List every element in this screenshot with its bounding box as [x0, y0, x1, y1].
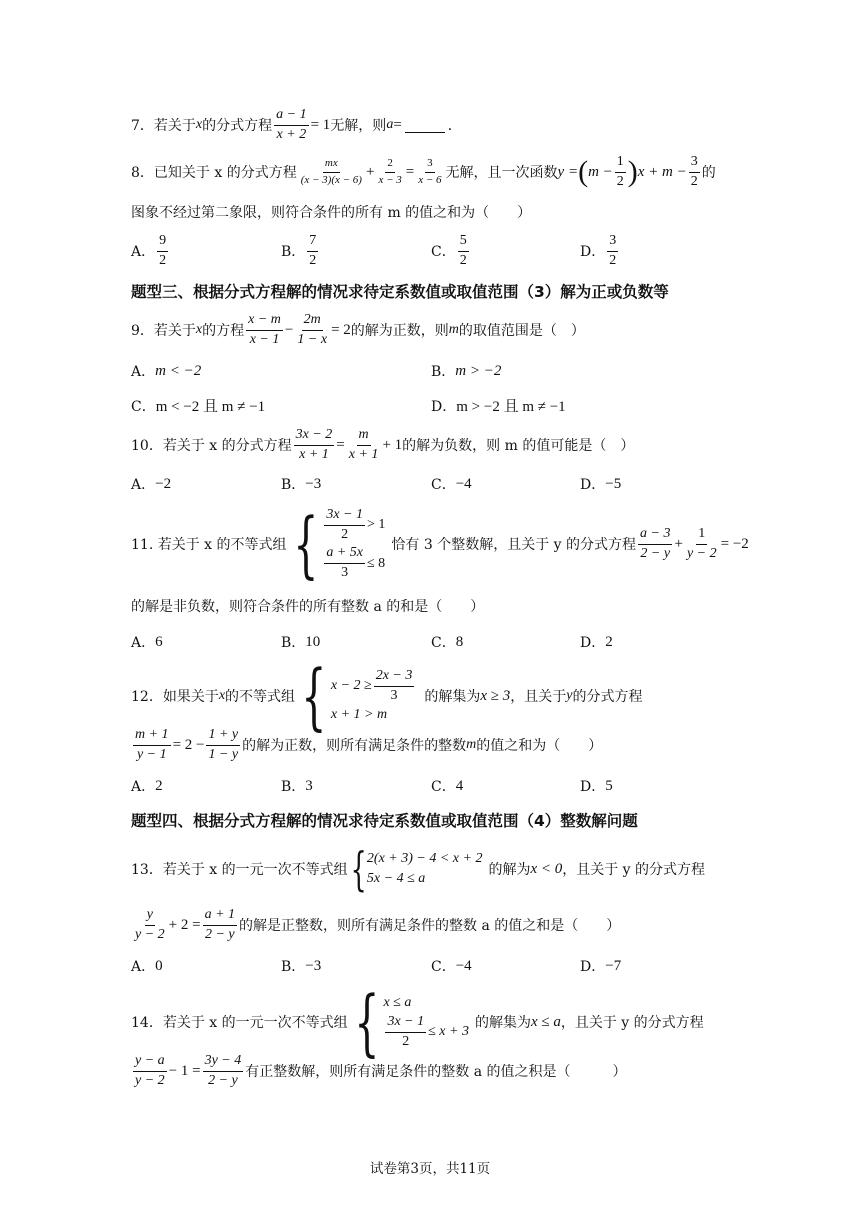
q9-option-a-text: m < −2	[155, 362, 202, 379]
q12-option-a-label: A．	[131, 779, 156, 795]
q9-frac2	[295, 313, 329, 347]
q8-f1-den: (x − 3)(x − 6)	[300, 173, 362, 186]
q8-frac1	[299, 158, 364, 186]
q11-r1-den: 2	[341, 526, 349, 542]
q9-option-d[interactable]	[431, 395, 566, 416]
q10-frac1	[294, 428, 335, 462]
q10-plus1: + 1	[382, 436, 403, 453]
q14-frac1	[133, 1054, 167, 1088]
q9-option-b-label: B．	[431, 364, 456, 380]
q12-var-m: m	[466, 737, 477, 753]
q14-row1: x ≤ a	[383, 994, 412, 1010]
q8-f5-den: 2	[690, 173, 698, 189]
q14-r2-frac	[385, 1015, 426, 1049]
q13-text4: 的解是正整数，则所有满足条件的整数 a 的值之和是（ ）	[239, 918, 621, 935]
q8-paren-m: m −	[588, 163, 613, 180]
q9-option-b-text: m > −2	[455, 362, 502, 379]
q12-r1-den: 3	[390, 687, 398, 703]
q13-option-b[interactable]	[281, 956, 321, 976]
q11-r2-frac	[324, 546, 365, 580]
q9-text2: 的方程	[202, 323, 245, 340]
q8-frac3	[416, 158, 443, 186]
q9-option-c-label: C．	[131, 398, 156, 415]
q13-row2: 5x − 4 ≤ a	[366, 871, 426, 886]
q9-minus: −	[284, 321, 294, 338]
q8-option-b-frac	[307, 234, 318, 268]
q8-frac5	[689, 155, 700, 189]
q11-option-c-label: C．	[431, 635, 456, 651]
q8-option-b-den: 2	[309, 252, 317, 268]
q13-sol: x < 0	[530, 860, 563, 877]
q8-f2-den: x − 3	[378, 173, 402, 186]
q12-frac1	[133, 728, 171, 762]
q10-option-d-label: D．	[580, 477, 606, 493]
q11-option-d-label: D．	[580, 635, 606, 651]
q12-f1-den: y − 1	[136, 746, 167, 762]
question-7	[131, 108, 462, 142]
q12-option-b-text: 3	[305, 777, 313, 794]
q8-option-c-den: 2	[459, 252, 467, 268]
q10-f1-num: 3x − 2	[294, 428, 335, 446]
q11-r2-num: a + 5x	[324, 546, 365, 564]
q9-option-c[interactable]	[131, 395, 265, 416]
q10-option-b-label: B．	[281, 477, 306, 493]
q12-option-d-label: D．	[580, 779, 606, 795]
q11-row1	[322, 508, 385, 542]
q11-f2-den: y − 2	[686, 545, 717, 561]
q12-option-c[interactable]	[431, 776, 463, 796]
q13-option-c-text: −4	[455, 957, 472, 974]
question-11	[131, 502, 749, 587]
section-4-heading: 题型四、根据分式方程解的情况求待定系数值或取值范围（4）整数解问题	[131, 812, 638, 830]
q7-frac-den: x + 2	[276, 126, 307, 142]
q8-option-c-frac	[458, 234, 469, 268]
q8-option-b-num: 7	[307, 234, 318, 252]
q8-option-d[interactable]	[580, 234, 620, 268]
q12-option-b[interactable]	[281, 776, 313, 796]
q14-text2: 的解集为	[474, 1015, 531, 1031]
q13-f1-den: y − 2	[135, 926, 165, 942]
q8-f1-num: mx	[323, 158, 340, 173]
q12-option-d-text: 5	[605, 777, 613, 794]
q14-f1-num: y − a	[133, 1054, 167, 1072]
q11-option-c-text: 8	[455, 633, 464, 650]
q13-f2-den: 2 − y	[204, 926, 235, 942]
q12-frac2	[206, 728, 240, 762]
q12-r1-frac	[374, 669, 415, 703]
q14-brace: {	[353, 980, 380, 1064]
q13-option-c[interactable]	[431, 956, 472, 976]
q12-r1-left: x − 2 ≥	[330, 678, 372, 693]
q11-option-b[interactable]	[281, 632, 320, 652]
q11-f2-num: 1	[696, 527, 707, 545]
q13-option-d-text: −7	[605, 957, 622, 974]
q13-option-b-text: −3	[305, 957, 322, 974]
q12-option-d[interactable]	[580, 776, 613, 796]
section-3-heading: 题型三、根据分式方程解的情况求待定系数值或取值范围（3）解为正或负数等	[131, 283, 669, 301]
q7-eq2: =	[393, 116, 402, 133]
q9-frac1	[246, 313, 283, 347]
q12-text3: 的解集为	[424, 689, 481, 705]
q9-option-b[interactable]	[431, 361, 501, 381]
q14-system	[383, 995, 469, 1049]
q12-line2	[131, 728, 602, 762]
q9-option-d-text: m > −2 且 m ≠ −1	[456, 399, 566, 415]
q8-option-c-num: 5	[458, 234, 469, 252]
q12-option-a[interactable]	[131, 776, 163, 796]
question-9	[131, 313, 585, 347]
q13-option-d[interactable]	[580, 956, 621, 976]
q12-row2: x + 1 > m	[330, 707, 388, 723]
q7-text1: 的分式方程	[202, 118, 273, 135]
q10-option-c[interactable]	[431, 474, 472, 494]
q11-option-a-label: A．	[131, 635, 156, 651]
q12-option-c-label: C．	[431, 779, 456, 795]
q7-answer-blank[interactable]	[405, 118, 445, 133]
q8-option-d-label: D．	[580, 244, 606, 261]
q11-option-a[interactable]	[131, 632, 163, 652]
q8-option-a[interactable]	[131, 234, 170, 268]
q8-text1: 8．已知关于 x 的分式方程	[131, 165, 297, 182]
q12-text6: 的解为正数，则所有满足条件的整数	[242, 738, 467, 755]
q12-text4: ，且关于	[510, 689, 567, 705]
q8-frac2	[376, 158, 403, 186]
q11-frac2	[685, 527, 719, 561]
q11-eq: = −2	[720, 535, 749, 552]
q8-open-paren: (	[578, 155, 589, 189]
q10-text2: 的解为负数，则 m 的值可能是（ ）	[402, 438, 635, 455]
q11-r1-frac	[324, 508, 365, 542]
q8-option-a-num: 9	[157, 234, 168, 252]
q9-text4: 的取值范围是（ ）	[458, 323, 585, 340]
q11-option-a-text: 6	[155, 633, 163, 650]
q7-var-a: a	[386, 117, 394, 133]
q9-var-m: m	[448, 322, 459, 338]
q12-r1-num: 2x − 3	[374, 669, 415, 687]
q11-brace: {	[292, 502, 319, 587]
q11-frac1	[638, 527, 672, 561]
q9-option-d-label: D．	[431, 398, 457, 415]
q11-option-d-text: 2	[605, 633, 613, 650]
q8-f3-num: 3	[425, 158, 435, 173]
q8-option-a-den: 2	[159, 252, 167, 268]
question-13	[131, 842, 706, 896]
q13-frac1	[133, 908, 167, 942]
q14-text1: 14．若关于 x 的一元一次不等式组	[131, 1015, 348, 1031]
q8-option-d-num: 3	[607, 234, 618, 252]
q8-f4-den: 2	[616, 173, 624, 189]
q10-option-b[interactable]	[281, 474, 321, 494]
q12-var-y: y	[566, 688, 573, 703]
q8-option-c-label: C．	[431, 244, 456, 261]
q9-option-a[interactable]	[131, 361, 201, 381]
q9-f1-den: x − 1	[249, 331, 280, 347]
q13-text3: ，且关于 y 的分式方程	[562, 862, 706, 878]
q14-text3: ，且关于 y 的分式方程	[560, 1015, 704, 1031]
q8-option-b[interactable]	[281, 234, 320, 268]
q8-f5-num: 3	[689, 155, 700, 173]
page-footer: 试卷第3页，共11页	[369, 1161, 491, 1177]
q8-line2-text: 图象不经过第二象限，则符合条件的所有 m 的值之和为（ ）	[131, 205, 532, 221]
q9-text1: 9．若关于	[131, 323, 196, 340]
q10-f2-den: x + 1	[348, 446, 379, 462]
q13-option-c-label: C．	[431, 959, 456, 975]
q10-f1-den: x + 1	[299, 446, 329, 462]
q8-line2	[131, 202, 531, 222]
q13-option-b-label: B．	[281, 959, 306, 975]
q9-f1-num: x − m	[246, 313, 283, 331]
q14-line2	[131, 1054, 627, 1088]
q11-r2-rel: ≤ 8	[367, 555, 386, 571]
q10-f2-num: m	[357, 428, 371, 446]
q12-brace: {	[301, 654, 327, 738]
q12-option-a-text: 2	[155, 777, 163, 794]
q10-option-a[interactable]	[131, 474, 171, 494]
q10-option-a-label: A．	[131, 477, 156, 493]
q7-fraction	[274, 108, 308, 142]
q10-option-a-text: −2	[155, 475, 172, 492]
q8-option-a-label: A．	[131, 244, 156, 261]
q11-r2-den: 3	[341, 565, 349, 581]
q11-text1: 11. 若关于 x 的不等式组	[131, 537, 287, 554]
q10-option-b-text: −3	[305, 475, 322, 492]
q13-row1: 2(x + 3) − 4 < x + 2	[366, 851, 483, 866]
q11-system	[322, 508, 385, 581]
q12-option-c-text: 4	[455, 777, 464, 794]
q9-var-x: x	[195, 322, 203, 338]
q8-frac4	[615, 155, 626, 189]
q12-eq: = 2 −	[172, 736, 205, 753]
q13-frac2	[203, 908, 237, 942]
q8-text3: 的	[701, 165, 716, 182]
q14-text4: 有正整数解，则所有满足条件的整数 a 的值之积是（ ）	[245, 1064, 627, 1081]
q11-line2	[131, 596, 484, 616]
q10-option-d[interactable]	[580, 474, 621, 494]
q8-plus: +	[365, 163, 375, 180]
q7-end: ．	[447, 118, 462, 135]
q9-eq: = 2	[331, 321, 351, 338]
q12-sol: x ≥ 3	[480, 687, 511, 704]
q11-option-c[interactable]	[431, 632, 463, 652]
q10-option-c-label: C．	[431, 477, 456, 493]
q8-option-a-frac	[157, 234, 168, 268]
q12-system	[331, 669, 417, 723]
q12-f1-num: m + 1	[133, 728, 171, 746]
q7-prefix: 7．若关于	[131, 118, 196, 135]
q12-var-x: x	[218, 688, 226, 703]
question-8	[131, 155, 716, 189]
q7-text2: 无解，则	[330, 118, 387, 135]
q11-line2-text: 的解是非负数，则符合条件的所有整数 a 的和是（ ）	[131, 599, 485, 615]
q9-f2-den: 1 − x	[297, 331, 328, 347]
question-10	[131, 428, 634, 462]
q9-f2-num: 2m	[302, 313, 323, 331]
q14-r2-num: 3x − 1	[385, 1015, 426, 1033]
q11-text2: 恰有 3 个整数解，且关于 y 的分式方程	[391, 537, 637, 554]
q8-f4-num: 1	[615, 155, 626, 173]
q8-close-paren: )	[627, 155, 638, 189]
q12-text2: 的不等式组	[225, 689, 296, 705]
q14-f2-den: 2 − y	[208, 1072, 238, 1088]
q8-option-c[interactable]	[431, 234, 471, 268]
q13-option-a[interactable]	[131, 956, 163, 976]
q7-eq: = 1	[310, 116, 331, 133]
q11-r1-num: 3x − 1	[324, 508, 365, 526]
q13-f1-num: y	[145, 908, 155, 926]
q10-option-d-text: −5	[605, 475, 622, 492]
q13-option-a-label: A．	[131, 959, 156, 975]
q12-f2-den: 1 − y	[208, 746, 239, 762]
q14-f2-num: 3y − 4	[203, 1054, 244, 1072]
q12-option-b-label: B．	[281, 779, 306, 795]
q13-option-d-label: D．	[580, 959, 606, 975]
q14-row2	[383, 1015, 469, 1049]
q7-frac-num: a − 1	[274, 108, 308, 126]
q8-option-d-frac	[607, 234, 618, 268]
q13-f2-num: a + 1	[203, 908, 237, 926]
q9-option-a-label: A．	[131, 364, 156, 380]
q11-option-b-label: B．	[281, 635, 306, 651]
q14-r2-den: 2	[402, 1033, 410, 1049]
q13-plus2: + 2 =	[168, 916, 201, 933]
q11-option-b-text: 10	[305, 633, 321, 650]
q11-row2	[322, 546, 385, 580]
q11-f1-num: a − 3	[638, 527, 672, 545]
q8-y: y =	[557, 163, 579, 180]
q13-option-a-text: 0	[155, 957, 163, 974]
q14-minus1: − 1 =	[168, 1062, 201, 1079]
q8-text2: 无解，且一次函数	[445, 165, 558, 182]
q13-line2	[131, 908, 620, 942]
q14-f1-den: y − 2	[135, 1072, 165, 1088]
q14-sol: x ≤ a	[530, 1013, 561, 1030]
q10-eq: =	[336, 436, 345, 453]
q14-frac2	[203, 1054, 244, 1088]
q12-text7: 的值之和为（ ）	[476, 738, 603, 755]
q8-mid: x + m −	[637, 163, 687, 180]
q8-f2-num: 2	[385, 158, 395, 173]
q10-option-c-text: −4	[455, 475, 472, 492]
q8-option-d-den: 2	[609, 252, 617, 268]
q13-system	[367, 851, 483, 887]
q7-var-x: x	[195, 117, 203, 133]
q13-text1: 13．若关于 x 的一元一次不等式组	[131, 862, 348, 878]
q11-plus: +	[674, 535, 683, 552]
q12-f2-num: 1 + y	[206, 728, 240, 746]
q9-text3: 的解为正数，则	[350, 323, 449, 340]
q10-text1: 10．若关于 x 的分式方程	[131, 438, 292, 455]
q9-option-c-text: m < −2 且 m ≠ −1	[155, 399, 266, 415]
q11-option-d[interactable]	[580, 632, 613, 652]
q12-text1: 12．如果关于	[131, 689, 219, 705]
q13-text2: 的解为	[488, 862, 531, 878]
q11-r1-rel: > 1	[367, 517, 386, 533]
q8-eq: =	[405, 163, 415, 180]
q13-brace: {	[350, 842, 367, 896]
q8-f3-den: x − 6	[418, 173, 442, 186]
q12-row1	[331, 669, 417, 703]
q10-frac2	[347, 428, 381, 462]
q11-f1-den: 2 − y	[640, 545, 671, 561]
q12-text5: 的分式方程	[572, 689, 643, 705]
q8-option-b-label: B．	[281, 244, 306, 261]
q14-r2-rel: ≤ x + 3	[428, 1024, 469, 1039]
